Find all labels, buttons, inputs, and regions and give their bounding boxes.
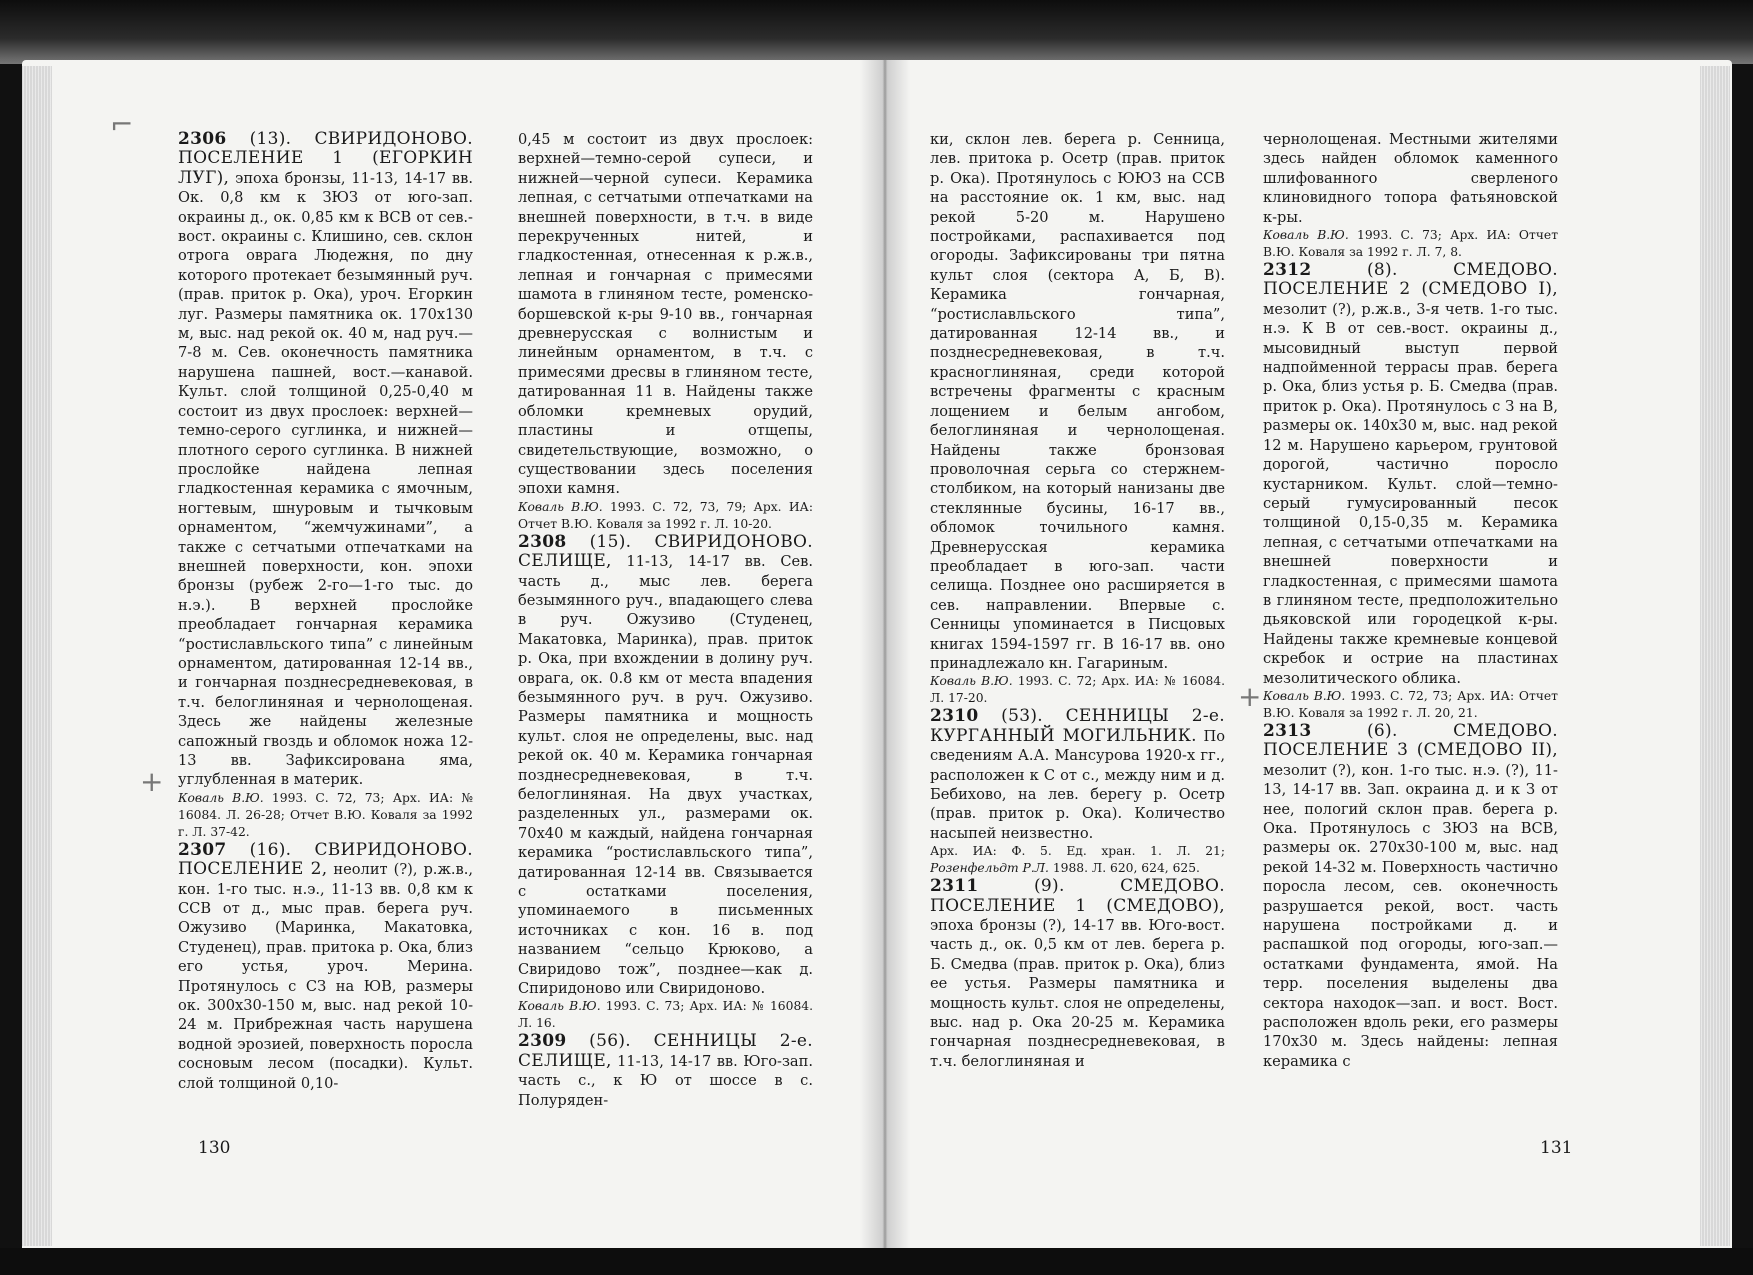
scan-edge-bottom	[0, 1248, 1753, 1275]
entry-heading: (9). СМЕДОВО. ПОСЕЛЕНИЕ 1 (СМЕДОВО),	[930, 876, 1225, 916]
ref-text: 1993. С. 72, 73; Арх. ИА: Отчет В.Ю. Коваля за 1992 г. Л. 20, 21.	[1263, 688, 1558, 720]
entry-reference	[518, 499, 813, 533]
page-number-right: 131	[1540, 1138, 1573, 1158]
entry-reference	[1263, 688, 1558, 722]
ref-text: 1993. С. 72, 73; Арх. ИА: № 16084. Л. 26-28; Отчет В.Ю. Коваля за 1992 г. Л. 37-42.	[178, 790, 473, 839]
ref-author: Коваль В.Ю.	[930, 674, 1013, 689]
entry-body: мезолит (?), кон. 1-го тыс. н.э. (?), 11-13, 14-17 вв. Зап. окраина д. и к З от нее, пологий склон прав. берега р. Ока. Протянулось с ЗЮЗ на ВСВ, размеры ок. 270х30-100 м, выс. над рекой 14-32 м. Поверхность частично поросла лесом, сев. оконечность разрушается рекой, вост. часть нарушена постройками д. и распашкой под огороды, юго-зап.—остатками фундамента, ямой. На терр. поселения выделены два сектора находок—зап. и вост. Вост. расположен вдоль реки, его размеры 170х30 м. Здесь найдены: лепная керамика с	[1263, 761, 1558, 1070]
entry-heading: (8). СМЕДОВО. ПОСЕЛЕНИЕ 2 (СМЕДОВО I),	[1263, 260, 1558, 300]
column-3	[930, 130, 1225, 1130]
entry-2308	[518, 533, 813, 999]
ref-text: 1993. С. 73; Арх. ИА: Отчет В.Ю. Коваля за 1992 г. Л. 7, 8.	[1263, 228, 1558, 260]
entry-body: эпоха бронзы (?), 14-17 вв. Юго-вост. часть д., ок. 0,5 км от лев. берега р. Б. Смедва (прав. приток р. Ока), близ ее устья. Размеры памятника и мощность культ. слоя не определены, выс. над р. Ока 20-25 м. Керамика гончарная позднесредневековая, в т.ч. белоглиняная и	[930, 917, 1225, 1070]
column-1	[178, 130, 473, 1130]
ref-author: Коваль В.Ю.	[1263, 688, 1346, 703]
entry-reference	[518, 998, 813, 1032]
ref-text: 1993. С. 72; Арх. ИА: № 16084. Л. 17-20.	[930, 674, 1225, 706]
entry-reference	[1263, 227, 1558, 261]
entry-number: 2308	[518, 531, 567, 552]
entry-body: 11-13, 14-17 вв. Юго-зап. часть с., к Ю от шоссе в с. Полуряден-	[518, 1052, 813, 1109]
entry-2309	[518, 1032, 813, 1110]
entry-number: 2312	[1263, 260, 1312, 281]
pencil-mark: +	[1238, 680, 1262, 713]
entry-reference	[178, 790, 473, 841]
entry-heading: (6). СМЕДОВО. ПОСЕЛЕНИЕ 3 (СМЕДОВО II),	[1263, 720, 1558, 761]
column-4	[1263, 130, 1558, 1130]
entry-2310	[930, 707, 1225, 843]
entry-body: 11-13, 14-17 вв. Сев. часть д., мыс лев. берега безымянного руч., впадающего слева в руч. Ожузиво (Студенец, Макатовка, Маринка), прав. приток р. Ока, при вхождении в долину руч. оврага, ок. 0.8 км от места впадения безымянного руч. в руч. Ожузиво. Размеры памятника и мощность культ. слоя не определены, выс. над рекой ок. 40 м. Керамика гончарная позднесредневековая, в т.ч. белоглиняная. На двух участках, разделенных ул., размерами ок. 70х40 м каждый, найдена гончарная керамика “ростиславльского типа”, датированная 12-14 вв. Связывается с остатками поселения, упоминаемого в письменных источниках с кон. 16 в. под названием “сельцо Крюково, а Свиридово тож”, позднее—как д. Спиридоново или Свиридоново.	[518, 553, 813, 998]
ref-text: 1993. С. 73; Арх. ИА: № 16084. Л. 16.	[518, 999, 813, 1031]
entry-number: 2309	[518, 1031, 567, 1052]
ref-text: Арх. ИА: Ф. 5. Ед. хран. 1. Л. 21;	[930, 844, 1225, 859]
entry-heading: (13). СВИРИДОНОВО. ПОСЕЛЕНИЕ 1 (ЕГОРКИН ЛУГ),	[178, 130, 473, 188]
page-stack-right	[1700, 66, 1730, 1246]
page-stack-left	[22, 66, 52, 1246]
entry-heading: (53). СЕННИЦЫ 2-е. КУРГАННЫЙ МОГИЛЬНИК.	[930, 706, 1225, 746]
entry-continuation: ки, склон лев. берега р. Сенница, лев. притока р. Осетр (прав. приток р. Ока). Протянулось с ЮЮЗ на ССВ на расстояние ок. 1 км, выс. над рекой 5-20 м. Нарушено постройками, распахивается под огороды. Зафиксированы три пятна культ слоя (сектора А, Б, В). Керамика гончарная, “ростиславльского типа”, датированная 12-14 вв., и позднесредневековая, в т.ч. красноглиняная, среди которой встречены фрагменты с красным лощением и белым ангобом, белоглиняная и чернолощеная. Найдены также бронзовая проволочная серьга со стержнем-столбиком, на который нанизаны две стеклянные бусины, 16-17 вв., обломок точильного камня. Древнерусская керамика преобладает в юго-зап. части селища. Позднее оно расширяется в сев. направлении. Впервые с. Сенницы упоминается в Писцовых книгах 1594-1597 гг. В 16-17 вв. оно принадлежало кн. Гагариным.	[930, 131, 1225, 672]
book-gutter	[860, 60, 910, 1252]
ref-text: 1988. Л. 620, 624, 625.	[1048, 861, 1200, 876]
scan-edge-top	[0, 0, 1753, 64]
entry-body: мезолит (?), р.ж.в., 3-я четв. 1-го тыс. н.э. К В от сев.-вост. окраины д., мысовидный выступ первой надпойменной террасы прав. берега р. Ока, близ устья р. Б. Смедва (прав. приток р. Ока). Протянулось с З на В, размеры ок. 140х30 м, выс. над рекой 12 м. Нарушено карьером, грунтовой дорогой, частично поросло кустарником. Культ. слой—темно-серый гумусированный песок толщиной 0,15-0,35 м. Керамика лепная, с сетчатыми отпечатками на внешней поверхности и гладкостенная, с примесями шамота в глиняном тесте, предположительно дьяковской или городецкой к-ры. Найдены также кремневые концевой скребок и острие на пластинах мезолитического облика.	[1263, 300, 1558, 687]
entry-2306	[178, 130, 473, 790]
entry-heading: (16). СВИРИДОНОВО. ПОСЕЛЕНИЕ 2,	[178, 839, 473, 880]
entry-reference	[930, 673, 1225, 707]
entry-reference	[930, 843, 1225, 877]
ref-author: Розенфельдт Р.Л.	[930, 861, 1049, 876]
entry-body: эпоха бронзы, 11-13, 14-17 вв. Ок. 0,8 км к ЗЮЗ от юго-зап. окраины д., ок. 0,85 км к ВСВ от сев.-вост. окраины с. Клишино, сев. склон отрога оврага Людежня, по дну которого протекает безымянный руч. (прав. приток р. Ока), уроч. Егоркин луг. Размеры памятника ок. 170х130 м, выс. над рекой ок. 40 м, над руч.—7-8 м. Сев. оконечность памятника нарушена пашней, вост.—канавой. Культ. слой толщиной 0,25-0,40 м состоит из двух прослоек: верхней—темно-серого суглинка, и нижней—плотного серого суглинка. В нижней прослойке найдена лепная гладкостенная керамика с ямочным, ногтевым, шнуровым и тычковым орнаментом, “жемчужинами”, а также с сетчатыми отпечатками на внешней поверхности, кон. эпохи бронзы (рубеж 2-го—1-го тыс. до н.э.). В верхней прослойке преобладает гончарная керамика “ростиславльского типа” с линейным орнаментом, датированная 12-14 вв., и гончарная позднесредневековая, в т.ч. белоглиняная и чернолощеная. Здесь же найдены железные сапожный гвоздь и обломок ножа 12-13 вв. Зафиксирована яма, углубленная в материк.	[178, 169, 473, 789]
ref-author: Коваль В.Ю.	[518, 999, 601, 1014]
entry-2311	[930, 877, 1225, 1071]
ref-author: Коваль В.Ю.	[518, 499, 603, 514]
entry-number: 2307	[178, 839, 227, 860]
pencil-mark: +	[140, 765, 164, 798]
entry-2307	[178, 841, 473, 1093]
ref-author: Коваль В.Ю.	[178, 790, 264, 805]
entry-number: 2311	[930, 876, 979, 897]
entry-number: 2313	[1263, 720, 1312, 741]
entry-number: 2306	[178, 130, 227, 149]
column-2	[518, 130, 813, 1130]
entry-2312	[1263, 261, 1558, 688]
pencil-mark: ⌐	[110, 108, 134, 141]
entry-body: неолит (?), р.ж.в., кон. 1-го тыс. н.э., 11-13 вв. 0,8 км к ССВ от д., мыс прав. берега руч. Ожузиво (Маринка, Макатовка, Студенец), прав. притока р. Ока, близ его устья, уроч. Мерина. Протянулось с СЗ на ЮВ, размеры ок. 300х30-150 м, выс. над рекой 10-24 м. Прибрежная часть нарушена водной эрозией, поверхность поросла сосновым лесом (посадки). Культ. слой толщиной 0,10-	[178, 861, 473, 1092]
ref-author: Коваль В.Ю.	[1263, 228, 1349, 243]
entry-continuation: 0,45 м состоит из двух прослоек: верхней—темно-серой супеси, и нижней—черной супеси. Керамика лепная, с сетчатыми отпечатками на внешней поверхности, в т.ч. в виде перекрученных нитей, и гладкостенная, отнесенная к р.ж.в., лепная и гончарная с примесями шамота в глиняном тесте, роменско-боршевской к-ры 9-10 вв., гончарная древнерусская с волнистым и линейным орнаментом, в т.ч. с примесями дресвы в глиняном тесте, датированная 11 в. Найдены также обломки кремневых орудий, пластины и отщепы, свидетельствующие, возможно, о существовании здесь поселения эпохи камня.	[518, 131, 813, 498]
ref-text: 1993. С. 72, 73, 79; Арх. ИА: Отчет В.Ю. Коваля за 1992 г. Л. 10-20.	[518, 499, 813, 531]
entry-heading: (15). СВИРИДОНОВО. СЕЛИЩЕ,	[518, 531, 813, 572]
page-number-left: 130	[198, 1138, 231, 1158]
entry-heading: (56). СЕННИЦЫ 2-е. СЕЛИЩЕ,	[518, 1031, 813, 1071]
entry-2313	[1263, 722, 1558, 1071]
entry-continuation: чернолощеная. Местными жителями здесь найден обломок каменного шлифованного сверленого клиновидного топора фатьяновской к-ры.	[1263, 131, 1558, 226]
entry-number: 2310	[930, 706, 979, 727]
entry-body: По сведениям А.А. Мансурова 1920-х гг., расположен к С от с., между ним и д. Бебихово, на лев. берегу р. Осетр (прав. приток р. Ока). Количество насыпей неизвестно.	[930, 727, 1225, 842]
